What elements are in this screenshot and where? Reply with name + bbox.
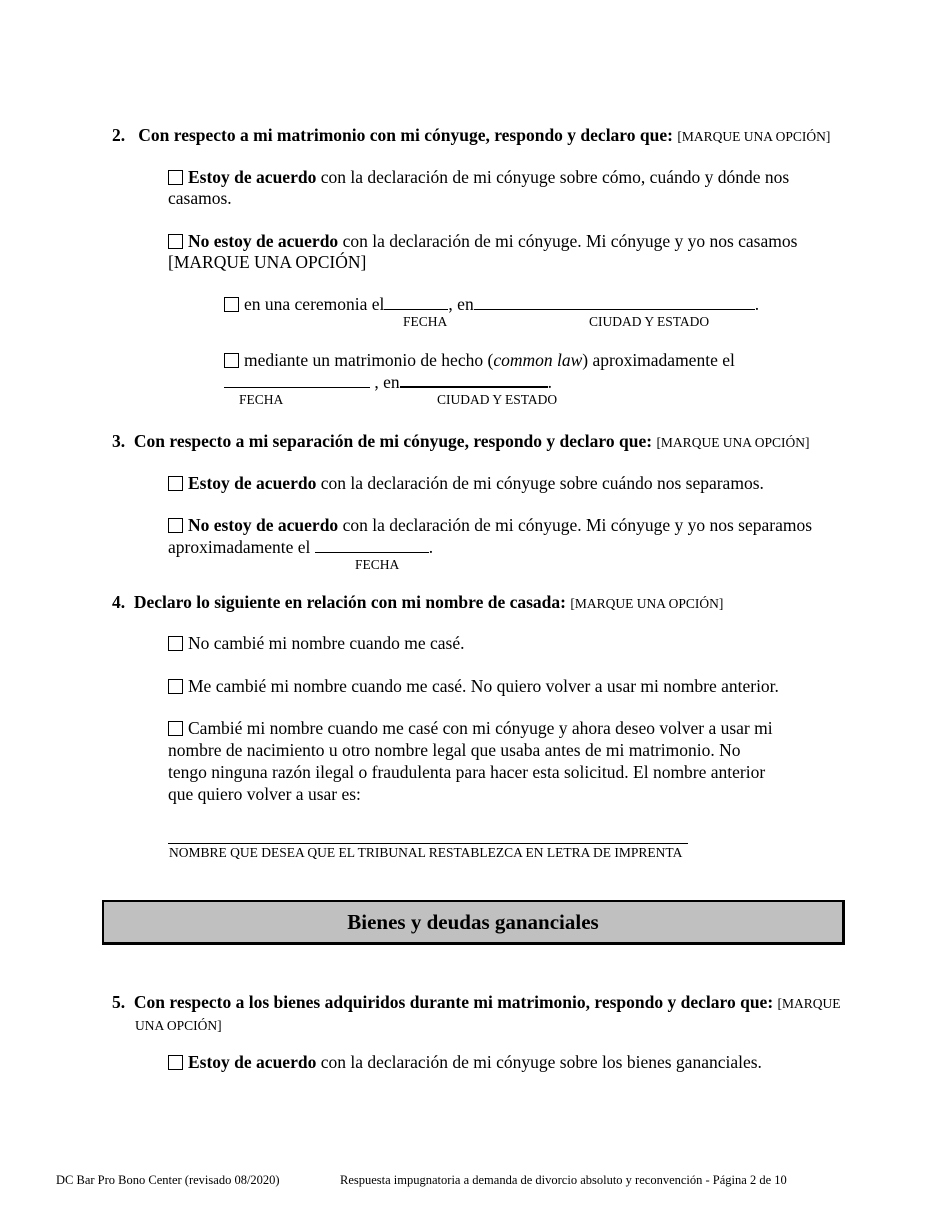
q4-option-1-text: No cambié mi nombre cuando me casé. bbox=[188, 633, 465, 653]
q2-agree-checkbox[interactable] bbox=[168, 170, 183, 185]
q2-ceremony-date-caption: FECHA bbox=[403, 314, 448, 329]
footer-left: DC Bar Pro Bono Center (revisado 08/2020) bbox=[56, 1173, 280, 1187]
q2-disagree-checkbox[interactable] bbox=[168, 234, 183, 249]
q3-disagree-text-cont: aproximadamente el bbox=[168, 537, 311, 557]
q2-common-law-text: mediante un matrimonio de hecho ( bbox=[244, 350, 494, 370]
q2-disagree-bold: No estoy de acuerdo bbox=[188, 231, 339, 251]
q2-ceremony-place-caption: CIUDAD Y ESTADO bbox=[589, 314, 710, 329]
q2-common-law-text-b: ) aproximadamente el bbox=[582, 350, 735, 370]
q2-heading-text: Con respecto a mi matrimonio con mi cónyuge, respondo y declaro que: bbox=[138, 125, 673, 145]
section-banner bbox=[102, 900, 845, 945]
q3-disagree-end: . bbox=[428, 537, 434, 557]
q5-heading-text: Con respecto a los bienes adquiridos durante mi matrimonio, respondo y declaro que: bbox=[133, 992, 774, 1012]
q3-disagree-checkbox[interactable] bbox=[168, 518, 183, 533]
q4-heading-text: Declaro lo siguiente en relación con mi nombre de casada: bbox=[133, 592, 566, 612]
q3-disagree-bold: No estoy de acuerdo bbox=[188, 515, 339, 535]
q3-number: 3. bbox=[112, 431, 126, 451]
q2-option-disagree bbox=[168, 231, 797, 252]
q3-heading-text: Con respecto a mi separación de mi cónyuge, respondo y declaro que: bbox=[133, 431, 653, 451]
q5-agree-checkbox[interactable] bbox=[168, 1055, 183, 1070]
q5-heading-cont bbox=[135, 1014, 222, 1035]
q4-name-caption: NOMBRE QUE DESEA QUE EL TRIBUNAL RESTABLEZCA EN LETRA DE IMPRENTA bbox=[169, 845, 683, 860]
q4-option-3 bbox=[168, 718, 773, 739]
q2-common-law-end: . bbox=[547, 372, 553, 392]
q2-common-law-line2 bbox=[224, 372, 552, 393]
q3-option-disagree bbox=[168, 515, 812, 536]
footer-right: Respuesta impugnatoria a demanda de divorcio absoluto y reconvención - Página 2 de 10 bbox=[340, 1173, 787, 1187]
q5-instruction-cont: UNA OPCIÓN] bbox=[135, 1018, 222, 1033]
q2-common-law-date-field[interactable] bbox=[224, 373, 370, 388]
q3-disagree-text: con la declaración de mi cónyuge. Mi cónyuge y yo nos separamos bbox=[342, 515, 813, 535]
q2-ceremony-option bbox=[224, 294, 759, 315]
q4-option-3-line4: que quiero volver a usar es: bbox=[168, 784, 361, 804]
q2-ceremony-date-field[interactable] bbox=[384, 295, 448, 310]
q5-number: 5. bbox=[112, 992, 126, 1012]
q5-heading bbox=[112, 992, 841, 1013]
q3-option-agree bbox=[168, 473, 764, 494]
q2-number: 2. bbox=[112, 125, 126, 145]
q2-instruction: [MARQUE UNA OPCIÓN] bbox=[677, 129, 831, 144]
q2-common-law-option bbox=[224, 350, 735, 371]
q4-option-1 bbox=[168, 633, 465, 654]
q2-common-law-checkbox[interactable] bbox=[224, 353, 239, 368]
q2-agree-text-cont: casamos. bbox=[168, 188, 232, 208]
q4-option-3-line2: nombre de nacimiento u otro nombre legal que usaba antes de mi matrimonio. No bbox=[168, 740, 741, 760]
q5-option-agree bbox=[168, 1052, 762, 1073]
q4-name-field[interactable] bbox=[168, 843, 688, 844]
q2-common-law-place-caption: CIUDAD Y ESTADO bbox=[437, 392, 558, 407]
q2-agree-bold: Estoy de acuerdo bbox=[188, 167, 317, 187]
q2-common-law-place-field[interactable] bbox=[400, 372, 548, 388]
q2-common-law-italic: common law bbox=[493, 350, 583, 370]
q4-heading bbox=[112, 592, 723, 613]
q2-ceremony-end: . bbox=[754, 294, 760, 314]
q2-common-law-date-caption: FECHA bbox=[239, 392, 284, 407]
q3-agree-text: con la declaración de mi cónyuge sobre cuándo nos separamos. bbox=[320, 473, 764, 493]
q3-agree-bold: Estoy de acuerdo bbox=[188, 473, 317, 493]
q2-agree-text: con la declaración de mi cónyuge sobre cómo, cuándo y dónde nos bbox=[320, 167, 790, 187]
q3-disagree-line2 bbox=[168, 537, 433, 558]
q4-option-3-line1: Cambié mi nombre cuando me casé con mi cónyuge y ahora deseo volver a usar mi bbox=[188, 718, 773, 738]
q2-common-law-text-c: , en bbox=[370, 372, 400, 392]
q4-option-2-checkbox[interactable] bbox=[168, 679, 183, 694]
q4-option-3-checkbox[interactable] bbox=[168, 721, 183, 736]
q2-option-agree bbox=[168, 167, 789, 188]
q5-agree-bold: Estoy de acuerdo bbox=[188, 1052, 317, 1072]
q5-agree-text: con la declaración de mi cónyuge sobre los bienes gananciales. bbox=[320, 1052, 762, 1072]
q3-heading bbox=[112, 431, 809, 452]
q2-heading bbox=[112, 125, 830, 146]
q2-ceremony-text: en una ceremonia el bbox=[244, 294, 385, 314]
q2-disagree-text: con la declaración de mi cónyuge. Mi cónyuge y yo nos casamos bbox=[342, 231, 798, 251]
q2-ceremony-place-field[interactable] bbox=[474, 295, 755, 310]
q3-agree-checkbox[interactable] bbox=[168, 476, 183, 491]
section-title: Bienes y deudas gananciales bbox=[347, 909, 599, 934]
q5-instruction: [MARQUE bbox=[777, 996, 841, 1011]
q3-date-caption: FECHA bbox=[355, 557, 400, 572]
q4-option-1-checkbox[interactable] bbox=[168, 636, 183, 651]
q2-ceremony-text-b: , en bbox=[448, 294, 474, 314]
q4-option-2 bbox=[168, 676, 779, 697]
q3-instruction: [MARQUE UNA OPCIÓN] bbox=[656, 435, 810, 450]
q2-disagree-instruction: [MARQUE UNA OPCIÓN] bbox=[168, 252, 367, 272]
q3-separation-date-field[interactable] bbox=[315, 538, 429, 553]
q4-number: 4. bbox=[112, 592, 126, 612]
q4-option-2-text: Me cambié mi nombre cuando me casé. No quiero volver a usar mi nombre anterior. bbox=[188, 676, 779, 696]
q2-ceremony-checkbox[interactable] bbox=[224, 297, 239, 312]
q4-option-3-line3: tengo ninguna razón ilegal o fraudulenta para hacer esta solicitud. El nombre anterior bbox=[168, 762, 766, 782]
q4-instruction: [MARQUE UNA OPCIÓN] bbox=[570, 596, 724, 611]
